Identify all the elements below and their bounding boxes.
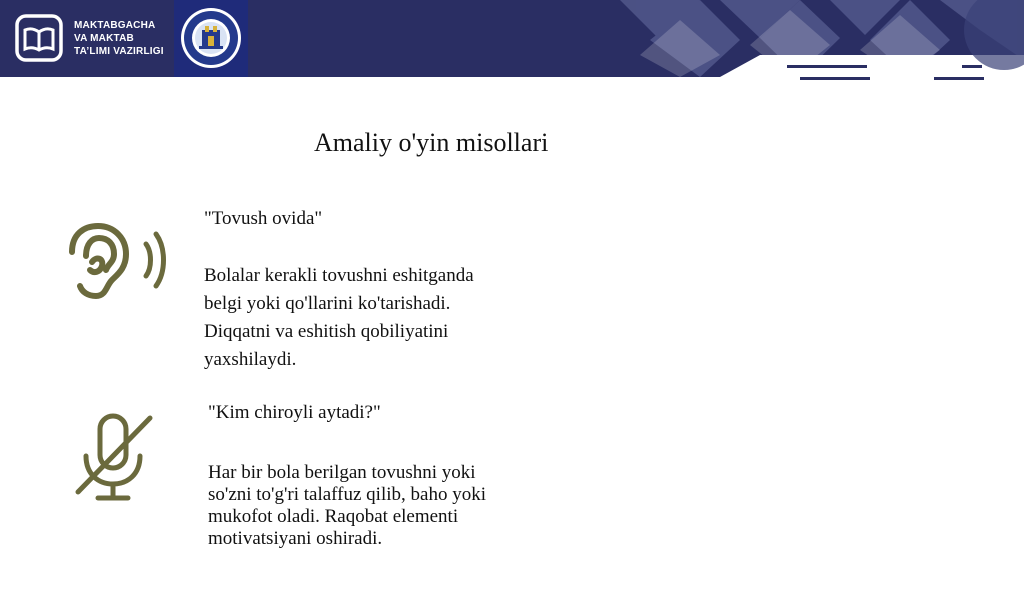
decorative-line — [962, 65, 982, 68]
slide-title: Amaliy o'yin misollari — [314, 128, 549, 157]
game-1-heading: "Tovush ovida" — [204, 208, 323, 229]
game-1-line-3: Diqqatni va eshitish qobiliyatini — [204, 321, 449, 342]
open-book-icon — [14, 13, 64, 63]
ministry-line-3: TA’LIMI VAZIRLIGI — [74, 45, 164, 57]
game-2-line-1: Har bir bola berilgan tovushni yoki — [208, 462, 476, 483]
game-1-description — [204, 262, 474, 374]
game-2-line-4: motivatsiyani oshiradi. — [208, 528, 383, 549]
ear-sound-icon — [66, 222, 172, 300]
game-1-line-1: Bolalar kerakli tovushni eshitganda — [204, 265, 474, 286]
game-1-line-2: belgi yoki qo'llarini ko'tarishadi. — [204, 293, 451, 314]
ministry-name — [74, 19, 164, 58]
ministry-logo — [14, 10, 164, 66]
game-2-line-3: mukofot oladi. Raqobat elementi — [208, 506, 459, 527]
game-1-line-4: yaxshilaydi. — [204, 349, 297, 370]
game-2-description — [208, 462, 486, 550]
game-2-line-2: so'zni to'g'ri talaffuz qilib, baho yoki — [208, 484, 486, 505]
emblem-box — [174, 0, 248, 77]
game-2-heading: "Kim chiroyli aytadi?" — [208, 402, 381, 423]
ministry-line-2: VA MAKTAB — [74, 32, 134, 44]
decorative-line — [800, 77, 870, 80]
header-banner — [0, 0, 1024, 77]
ministry-line-1: MAKTABGACHA — [74, 19, 156, 31]
microphone-off-icon — [74, 412, 154, 504]
institute-seal-icon — [179, 6, 243, 70]
decorative-line — [787, 65, 867, 68]
decorative-line — [934, 77, 984, 80]
